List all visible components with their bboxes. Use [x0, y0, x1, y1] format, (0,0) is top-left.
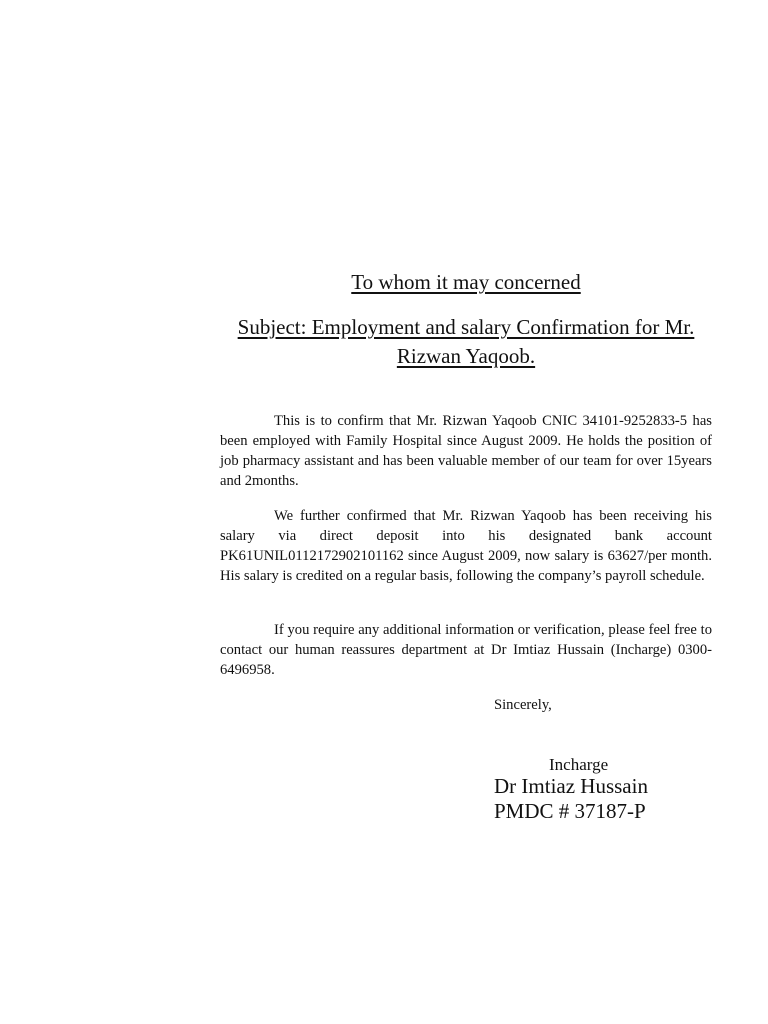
paragraph-salary: We further confirmed that Mr. Rizwan Yaqoob has been receiving his salary via direct deposit into his designated bank account PK61UNIL0112172902101162 since August 2009, now salary is 63627/per month. His salary is credited on a regular basis, following the company’s payroll schedule.	[220, 508, 712, 584]
paragraph-employment: This is to confirm that Mr. Rizwan Yaqoob CNIC 34101-9252833-5 has been employed with Family Hospital since August 2009. He holds the position of job pharmacy assistant and has been valuable member of our team for over 15years and 2months.	[220, 413, 712, 489]
subject-text: Subject: Employment and salary Confirmation for Mr. Rizwan Yaqoob.	[237, 315, 695, 368]
closing-salutation: Sincerely,	[494, 697, 552, 713]
signature-registration: PMDC # 37187-P	[494, 799, 646, 823]
signature-title: Incharge	[549, 755, 609, 774]
signature-name: Dr Imtiaz Hussain	[494, 774, 648, 798]
letter-subject	[220, 313, 712, 371]
heading-text: To whom it may concerned	[351, 270, 581, 294]
letter-heading	[220, 268, 712, 297]
paragraph-contact: If you require any additional information or verification, please feel free to contact our human reassures department at Dr Imtiaz Hussain (Incharge) 0300-6496958.	[220, 622, 712, 678]
